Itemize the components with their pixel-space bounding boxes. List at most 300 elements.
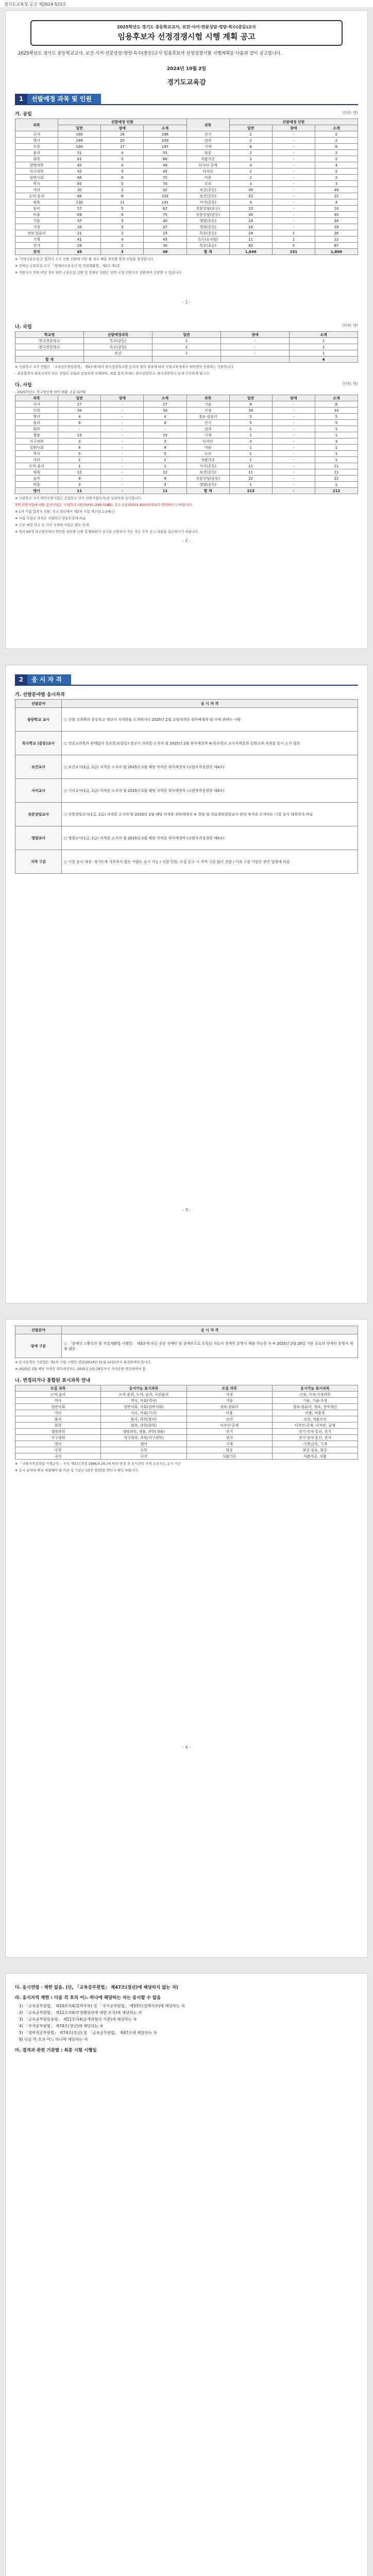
list-item: 5) 「경력직공무원법」 제74조(정년) 및 「교육공무원법」 제47조에 해당하는 자 [19,2030,157,2035]
col-disabled: 장애 [101,125,144,131]
table-cell: - [272,426,315,432]
national-notes [15,364,358,376]
table-row [15,162,358,168]
table-cell: 45 [144,236,186,243]
table-cell: 전자 [186,1435,272,1441]
table-cell: 4 [229,199,272,206]
col-subtotal: 소계 [290,332,358,338]
table-cell: - [101,420,144,426]
table-cell: 1 [144,463,186,469]
table-cell: 미술 [15,482,58,488]
note-line: ※ 사립 모집인 과목은 사립학교 임용요강에 따름 [15,516,86,520]
col-field: 선발분야 [15,1326,62,1334]
table-cell: 11 [229,469,272,476]
table-row [15,224,358,230]
table-cell: 49 [229,187,272,193]
table-cell: - [101,488,144,494]
table-row [15,230,358,236]
table-cell: 2 [101,243,144,249]
table-cell: 5 [101,206,144,212]
table-cell: 2 [229,168,272,175]
note-line: 위탁선발시험에 대한 문의사항은 사업학교지원과(031-249-0185), 특수교육과(031-820-0773)로 연락하시기 바랍니다. [15,503,193,507]
table-cell: 화공·섬유, 화공 [272,1447,358,1453]
title-main: 임용후보자 선정경쟁시험 시행 계획 공고 [117,32,256,41]
table-cell: 조리, 식품조리 [272,1416,358,1422]
restriction-footer: 마. 결격과 관련 기관별 : 최종 시험 시행일 [15,2048,97,2053]
table-cell: 28 [58,243,101,249]
table-cell: 기계 [186,1441,272,1447]
table-row [15,131,358,138]
table-cell: 5 [229,420,272,426]
table-cell: 역사, 사회(역사) [101,1398,186,1404]
table-cell: - [272,488,315,494]
table-cell: 1 [315,445,358,451]
table-cell: 3 [315,438,358,445]
table-cell: 국어 [15,401,58,408]
field-name: 지역 구분 [15,850,62,874]
table-cell: 영어 [101,1441,186,1447]
table-cell: 지구과학 [15,168,58,175]
table-cell: 1 [144,457,186,463]
table-row [15,414,358,420]
table-cell: - [272,168,315,175]
table-cell: 1 [58,463,101,469]
table-cell: 12 [58,469,101,476]
table-cell: 11 [229,236,272,243]
col-school: 학교명 [15,332,84,338]
table-cell: 24 [229,218,272,224]
table-cell: 디자인·공예, 디자인, 공예 [272,1422,358,1429]
field-name: 장애 구분 [15,1334,62,1358]
table-cell: 151 [272,249,315,255]
subsection-label: 가. 공립 [15,112,32,117]
table-cell: 전문상담(중등) [186,212,229,218]
field-qualification: ○ 「장애인 고용촉진 및 직업재활법 시행령」 제3조에 따른 중증 장애인 및 장애인으로 등록된 자로서 장애인 증명서 제출 가능한 자 ※ 2025년 2월 28일 기준 유효한 장애인 증명서 제출 필요 [62,1334,358,1358]
table-cell: 1,649 [229,249,272,255]
table-cell: - [221,344,290,350]
table-cell: 3 [144,482,186,488]
table-cell: 미술 [15,212,58,218]
table-cell: 화학 [15,156,58,162]
table-cell: 3 [101,218,144,224]
qualification-table-cont [15,1326,358,1358]
table-cell: 67 [315,243,358,249]
table-cell: 디자인·공예 [186,162,229,168]
table-cell: 화학, 과학(화학) [101,1422,186,1429]
col-field: 선발분야 [15,700,62,708]
table-row [15,708,358,732]
table-cell: 특수(유치원) [186,236,229,243]
table-cell: 음악 [15,206,58,212]
subsection-header-private [15,381,358,388]
table-cell: 정보·컴퓨터 [15,230,58,236]
section-2-header [15,674,358,686]
field-name: 특수학교 (중등)교사 [15,732,62,755]
table-cell: 212 [315,488,358,494]
table-cell: 지리 [15,187,58,193]
field-qualification: ○ 영양교사(1급, 2급) 자격증 소지자 및 2025년 2월 해당 자격증 취득예정자 (교원자격검정령 제4조) [62,826,358,850]
restriction-heading: 라. 응시자격 제한 : 다음 각 호의 어느 하나에 해당하는 자는 응시할 수 없음 [15,1995,161,2001]
table-cell: 물리 [15,420,58,426]
table-row [15,1392,358,1398]
table-cell: 40 [229,212,272,218]
table-row [15,357,358,363]
table-cell: 11 [101,199,144,206]
table-cell: 기계·금속, 기계 [272,1441,358,1447]
table-cell: 기술 [186,1398,272,1404]
table-cell: 5 [229,414,272,420]
table-cell: 27 [58,401,101,408]
table-cell: - [272,420,315,426]
table-cell: 13 [144,432,186,438]
table-cell: 57 [58,206,101,212]
table-row [15,193,358,199]
table-cell: 189 [58,138,101,144]
table-cell: 사서(중등) [186,463,229,469]
table-cell: 3 [315,181,358,187]
table-row [15,401,358,408]
table-cell: 12 [144,469,186,476]
table-cell: 1 [152,338,221,344]
table-cell: - [272,193,315,199]
section-1-header [15,94,358,105]
table-cell: - [101,401,144,408]
note-line: ※ 응시 분야에 따라 제출해야 할 서류 및 기준은 [관련 법령]을 반드시 확인 바랍니다. [15,1468,139,1472]
table-cell: 기술 [15,218,58,224]
table-cell: 22 [229,476,272,482]
table-cell: 보건(중등) [186,193,229,199]
table-cell: 영어 [15,1441,101,1447]
table-cell: - [272,187,315,193]
table-cell: - [272,432,315,438]
table-row [15,1453,358,1460]
table-cell: 생명과학 [15,1429,101,1435]
subsection-header-subjects [15,1377,358,1383]
table-cell: 1 [315,457,358,463]
table-cell: - [272,181,315,187]
table-cell: 6 [58,420,101,426]
table-cell: 2 [315,150,358,156]
field-name: 보건교사 [15,755,62,779]
table-cell: 영어 [15,138,58,144]
subsection-label: 나. 국립 [15,325,32,330]
table-cell: 45 [58,249,101,255]
table-cell: - [101,408,144,414]
table-cell: 6 [315,144,358,150]
table-row [15,1410,358,1416]
table-cell: 61 [58,156,101,162]
qualification-notes [15,1360,358,1371]
table-cell: 조리 [186,451,229,457]
table-cell: 일반사회 [15,175,58,181]
national-quota-table [15,331,358,363]
table-row [15,338,358,344]
list-item: 6) 다음 각 호의 어느 하나에 해당하는 자 [19,2037,88,2042]
table-row [15,236,358,243]
table-cell: 생물 [15,432,58,438]
table-cell: 보건(중등) [186,469,229,476]
table-row [15,138,358,144]
table-cell: 3 [101,224,144,230]
table-cell: 21 [58,230,101,236]
note-line: - 최종합격자 발표시까지 모든 전형은 공립과 동일하게 진행되며, 최종 합격 후에는 한국전문학교, 한국전문학교 등에 근무하게 됩니다. [15,371,210,376]
table-cell: 일반사회, 사회(일반사회) [101,1404,186,1410]
age-restriction: 다. 응시연령 · 제한 없음. (단, 「교육공무원법」 제47조(정년)에 해당하지 않는 자) [15,1985,178,1990]
col-subject: 선발예정과목 [84,332,152,338]
table-cell: 45 [144,168,186,175]
subject-notes [15,1461,358,1473]
field-qualification: ○ 선발 교과목의 중등학교 정교사 자격증을 소지하거나 2025년 2월 교원자격증 취득예정자 및 이에 준하는 사람 [62,708,358,732]
private-sub: - 2025학년도 학교법인별 위탁 현황 : [총 52개] [15,390,86,394]
table-cell: 69 [58,212,101,218]
table-cell: 12 [315,236,358,243]
table-cell: 한국전문학교 [15,338,84,344]
table-row [15,482,358,488]
table-cell: 55 [144,150,186,156]
page-number: - 2 - [182,538,191,543]
table-row [15,144,358,150]
table-cell: 5 [315,414,358,420]
table-cell: 1 [315,482,358,488]
table-cell: 49 [315,187,358,193]
table-cell: 32 [144,187,186,193]
table-cell: 정보·컴퓨터 [186,414,229,420]
col-group-right: 선발예정 인원 [229,119,358,125]
table-row [15,249,358,255]
table-cell: 1 [290,338,358,344]
table-cell: - [58,426,101,432]
table-cell: 화학 [15,1422,101,1429]
table-cell: 3 [229,438,272,445]
table-cell: 4 [229,162,272,168]
table-cell: 디자인·공예 [186,1422,272,1429]
table-cell: 한국전문학교 [15,344,84,350]
table-cell: 18 [315,224,358,230]
col-disabled-right: 장애 [272,125,315,131]
table-row [15,850,358,874]
table-cell: - [272,162,315,168]
col-subject: 과목 [15,395,58,401]
table-cell: 66 [144,156,186,162]
table-row [15,469,358,476]
field-qualification: ○ 전공교과목과 관계없이 특수학교(중등) 정교사 자격증 소지자 및 2025년 2월 취득예정자 ※ 특수학교 교사자격증과 일반교과 자격증 동시 소지 필요 [62,732,358,755]
table-cell: 1 [58,457,101,463]
table-cell: 영양(초등) [186,218,229,224]
table-cell: - [272,414,315,420]
table-cell: 사서(중등) [186,199,229,206]
table-cell: 26 [315,230,358,236]
table-cell: 화공 [186,1447,272,1453]
table-row [15,732,358,755]
table-cell: 180 [58,144,101,150]
col-subtotal: 소계 [144,395,186,401]
table-cell: 1 [229,457,272,463]
table-cell: - [272,451,315,457]
table-cell: 37 [144,224,186,230]
table-cell: 기술 [186,401,229,408]
table-cell: 1 [315,451,358,457]
table-cell: 식품가공 [186,1453,272,1460]
col-general: 일반 [58,125,101,131]
table-cell: 3 [144,438,186,445]
table-cell: 전자 [15,249,58,255]
table-cell: 209 [144,138,186,144]
table-cell: 식품가공 [186,457,229,463]
table-cell: 1 [315,426,358,432]
table-row [15,488,358,494]
table-cell: 정보·컴퓨터 [186,1404,272,1410]
table-cell: 3 [58,482,101,488]
field-qualification: ○ 사서교사(1급, 2급) 자격증 소지자 및 2025년 2월 해당 자격증 취득예정자 (교원자격검정령 제4조) [62,779,358,803]
table-cell: 미용 [186,445,229,451]
table-cell: - [101,469,144,476]
intro-text: 2025학년도 경기도 중등학교교사, 보건·사서·전문상담·영양·특수(중등)교사 임용후보자 선정경쟁시험 시행계획을 다음과 같이 공고합니다. [18,51,282,56]
table-cell: 지리, 사회(지리) [101,1410,186,1416]
document-reference: 경기도교육청 공고 제2024-521호 [0,0,373,7]
col-general: 일반 [58,395,101,401]
table-cell: 생명과학, 생물, 과학(생물) [101,1429,186,1435]
table-cell: 전기 [186,1429,272,1435]
list-item: 2) 「교육공무원법」 제11조의4(부정행위자에 대한 조치)에 해당하는 자 [19,2010,142,2015]
table-cell: - [101,482,144,488]
table-cell: 4 [58,414,101,420]
col-subject-right: 과목 [186,119,229,131]
table-cell: 2 [315,138,358,144]
table-cell: 도덕·윤리 [15,463,58,469]
list-item: 3) 「교육공무원임용령」 제11조의4(공개전형의 기준)에 해당하는 자 [19,2017,137,2022]
table-cell: 62 [144,206,186,212]
col-disabled: 장애 [221,332,290,338]
subsection-label: 가. 선발분야별 응시자격 [15,692,65,698]
table-cell: - [272,408,315,414]
table-cell: 102 [144,193,186,199]
table-cell: 3 [101,168,144,175]
table-cell: 5 [101,156,144,162]
table-cell: 수학 [101,1447,186,1453]
unit-label: (단위: 명) [342,111,358,115]
table-cell: 미용 [186,1410,272,1416]
col-qualification: 응 시 자 격 [62,1326,358,1334]
table-cell: 특수(중등) [186,230,229,236]
subsection-header-qual [15,691,358,698]
table-cell: 보건 [84,350,152,357]
table-cell: 2 [152,344,221,350]
table-cell: 4 [101,162,144,168]
table-cell: 가정 [15,224,58,230]
table-cell: 합 계 [15,357,84,363]
table-cell [84,357,152,363]
table-cell: 영양(중등) [186,482,229,488]
table-cell: 체육 [15,199,58,206]
table-row [15,344,358,350]
private-notes [15,496,358,534]
table-cell: 3 [58,438,101,445]
table-cell: 수학 [15,144,58,150]
table-cell: 도덕·윤리, 도덕, 윤리, 국민윤리 [101,1392,186,1398]
table-cell: 지리 [15,1410,101,1416]
table-cell: 식품가공 [186,156,229,162]
table-row [15,1441,358,1447]
col-eligible-right: 응시가능 표시과목 [272,1385,358,1392]
page-1 [5,10,368,649]
table-row [15,212,358,218]
table-row [15,1429,358,1435]
table-row [15,350,358,357]
subsection-label: 나. 변경되거나 통합된 표시과목 안내 [15,1378,91,1383]
table-cell: 2 [315,175,358,181]
table-cell: 62 [229,243,272,249]
table-cell: 11 [229,463,272,469]
table-cell: 2 [272,230,315,236]
table-row [15,1404,358,1410]
table-row [15,187,358,193]
table-cell: - [272,131,315,138]
table-cell: 72 [144,175,186,181]
table-cell: 1 [315,432,358,438]
col-eligible: 응시가능 표시과목 [101,1385,186,1392]
field-name: 전문상담교사 [15,803,62,826]
table-cell: 전기·전자·통신, 전기 [272,1429,358,1435]
table-row [15,156,358,162]
table-cell: 1 [229,451,272,457]
table-row [15,476,358,482]
table-cell: 디자인 [186,168,229,175]
table-cell: - [101,438,144,445]
table-cell: 24 [315,218,358,224]
table-row [15,420,358,426]
table-cell: 75 [144,212,186,218]
table-cell: 41 [58,236,101,243]
table-cell: 특수(중등) [84,344,152,350]
public-notes [15,257,358,275]
table-cell: 9 [144,476,186,482]
table-cell: - [101,451,144,457]
table-cell: 체육 [15,469,58,476]
table-cell: - [272,156,315,162]
col-subject: 과목 [15,119,58,131]
table-cell: 11 [315,469,358,476]
table-cell: - [101,432,144,438]
table-cell: 13 [58,432,101,438]
table-row [15,168,358,175]
table-cell: 22 [315,193,358,199]
table-cell: 지구과학 [15,438,58,445]
table-cell: - [272,144,315,150]
table-cell [152,357,221,363]
col-qualification: 응 시 자 격 [62,700,358,708]
table-cell: 보건(초등) [186,187,229,193]
table-row [15,779,358,803]
field-name: 사서교사 [15,779,62,803]
table-row [15,199,358,206]
table-cell: 수학 [15,1447,101,1453]
table-cell: 65 [58,181,101,187]
table-cell: 10 [315,206,358,212]
table-cell: - [101,476,144,482]
table-cell: 11 [315,463,358,469]
title-subtitle: 2025학년도 경기도 중등학교교사, 보건·사서·전문상담·영양·특수(중등)교사 [117,25,256,29]
table-cell [221,357,290,363]
table-cell: 역사 [15,181,58,187]
subsection-label: 다. 사립 [15,383,32,388]
table-cell: 130 [58,199,101,206]
table-cell: 전기 [186,131,229,138]
subject-mapping-table [15,1385,358,1460]
note-line: ※ 근무 예정 학교 등 기타 자세한 사항은 별도 안내 [15,523,89,527]
table-cell: 물리 [15,150,58,156]
table-cell: 수학 [15,408,58,414]
table-cell: 생명과학 [15,162,58,168]
